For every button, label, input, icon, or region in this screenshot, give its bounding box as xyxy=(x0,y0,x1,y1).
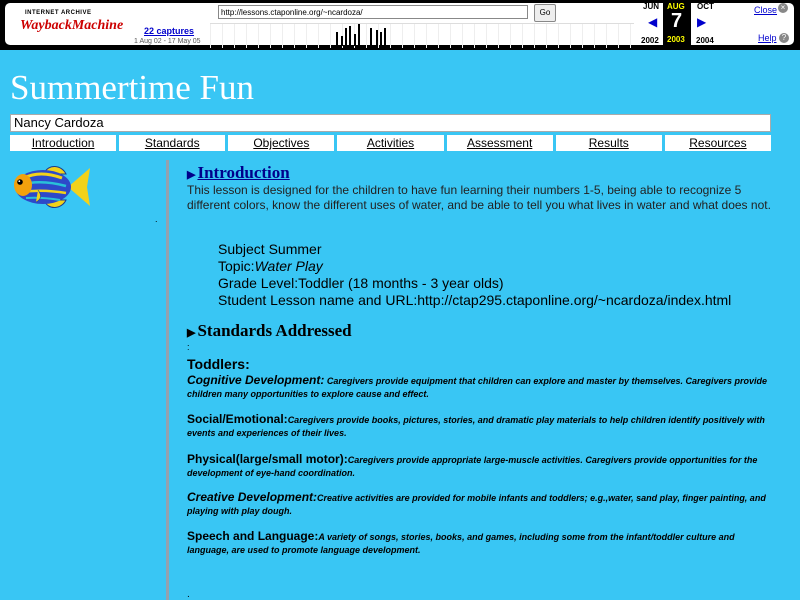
topic-value: Water Play xyxy=(254,258,323,274)
triangle-right-icon: ▶ xyxy=(187,327,196,339)
sparkline-gridline xyxy=(522,24,523,48)
nav-resources[interactable]: Resources xyxy=(665,135,771,151)
sparkline-gridline xyxy=(318,24,319,48)
sparkline-gridline xyxy=(474,24,475,48)
standard-item xyxy=(187,491,777,518)
sparkline-gridline xyxy=(498,24,499,48)
nav-standards[interactable]: Standards xyxy=(119,135,225,151)
wayback-prev-year[interactable]: 2002 xyxy=(641,36,659,45)
standards-heading xyxy=(187,321,352,341)
sparkline-gridline xyxy=(618,24,619,48)
nav-introduction[interactable]: Introduction xyxy=(10,135,116,151)
standard-text: Caregivers provide books, pictures, stories, and dramatic play materials to help children identify positively with events and experiences of their lives. xyxy=(187,415,765,438)
standard-item xyxy=(187,530,777,557)
wayback-capture-range: 1 Aug 02 - 17 May 05 xyxy=(134,38,201,45)
sparkline-gridline xyxy=(378,24,379,48)
sparkline-gridline xyxy=(258,24,259,48)
help-icon[interactable]: ? xyxy=(779,33,789,43)
sparkline-gridline xyxy=(546,24,547,48)
wayback-current-month: AUG xyxy=(667,2,685,11)
sparkline-bar xyxy=(354,34,356,46)
left-dot: . xyxy=(155,214,158,224)
standard-text: A variety of songs, stories, books, and games, including some from the infant/toddler culture and language, are used to promote language development. xyxy=(187,532,735,555)
wayback-url-input[interactable]: http://lessons.ctaponline.org/~ncardoza/ xyxy=(218,5,528,19)
wayback-current-day: 7 xyxy=(671,10,683,32)
introduction-heading-label: Introduction xyxy=(197,163,290,182)
sparkline-gridline xyxy=(510,24,511,48)
sparkline-gridline xyxy=(594,24,595,48)
wayback-prev-month[interactable]: JUN xyxy=(643,2,660,11)
sparkline-gridline xyxy=(462,24,463,48)
wayback-logo-main: WaybackMachine xyxy=(20,18,124,33)
page-title: Summertime Fun xyxy=(10,68,255,107)
wayback-logo-top: INTERNET ARCHIVE xyxy=(25,10,92,16)
wayback-toolbar xyxy=(0,0,800,50)
nav-activities[interactable]: Activities xyxy=(337,135,443,151)
standard-label: Social/Emotional: xyxy=(187,412,288,426)
standards-heading-label: Standards Addressed xyxy=(197,321,352,340)
sparkline-gridline xyxy=(246,24,247,48)
sparkline-gridline xyxy=(534,24,535,48)
sparkline-gridline xyxy=(306,24,307,48)
wayback-current-year: 2003 xyxy=(667,35,685,44)
standard-text: Caregivers provide equipment that children can explore and master by themselves. Caregivers provide children many opportunities to explore cause and effect. xyxy=(187,376,768,399)
standard-item xyxy=(187,413,777,440)
standard-label: Cognitive Development: xyxy=(187,373,325,387)
sparkline-gridline xyxy=(294,24,295,48)
topic-line xyxy=(218,258,731,275)
prev-arrow-icon[interactable]: ◀ xyxy=(648,15,658,29)
sparkline-bar xyxy=(341,36,343,46)
next-arrow-icon[interactable]: ▶ xyxy=(697,15,707,29)
sparkline-gridline xyxy=(282,24,283,48)
sparkline-gridline xyxy=(630,24,631,48)
wayback-current-date xyxy=(663,0,691,47)
triangle-right-icon: ▶ xyxy=(187,169,196,181)
standard-item xyxy=(187,374,777,401)
wayback-help-link[interactable]: Help xyxy=(758,33,777,43)
sparkline-gridline xyxy=(414,24,415,48)
sparkline-bar xyxy=(376,30,378,46)
close-icon[interactable]: × xyxy=(778,3,788,13)
nav-bar xyxy=(10,135,771,151)
nav-objectives[interactable]: Objectives xyxy=(228,135,334,151)
sparkline-bar xyxy=(345,28,347,46)
sparkline-bar xyxy=(336,32,338,46)
standard-label: Creative Development: xyxy=(187,490,318,504)
sparkline-gridline xyxy=(582,24,583,48)
wayback-logo[interactable] xyxy=(15,9,124,43)
wayback-sparkline[interactable] xyxy=(210,23,634,48)
nav-results[interactable]: Results xyxy=(556,135,662,151)
vertical-divider xyxy=(166,160,169,600)
sparkline-bar xyxy=(358,24,360,46)
sparkline-bar xyxy=(349,26,351,46)
standard-text: Caregivers provide appropriate large-muscle activities. Caregivers provide opportunities for the development of eye-hand coordination. xyxy=(187,455,758,478)
wayback-go-button[interactable]: Go xyxy=(534,4,556,22)
sparkline-bar xyxy=(380,32,382,46)
topic-label: Topic: xyxy=(218,258,255,274)
wayback-close-link[interactable]: Close xyxy=(754,5,778,15)
sparkline-gridline xyxy=(330,24,331,48)
bottom-dot: . xyxy=(187,589,190,600)
sparkline-gridline xyxy=(426,24,427,48)
introduction-text: This lesson is designed for the children to have fun learning their numbers 1-5, being able to recognize 5 different colors, know the different uses of water, and be able to tell you what lives in water and what does not. xyxy=(187,183,771,212)
standards-colon: : xyxy=(187,342,190,352)
grade-level-line: Grade Level:Toddler (18 months - 3 year olds) xyxy=(218,275,504,291)
toddlers-heading: Toddlers: xyxy=(187,356,250,372)
nav-assessment[interactable]: Assessment xyxy=(447,135,553,151)
introduction-heading[interactable] xyxy=(187,163,290,183)
sparkline-gridline xyxy=(234,24,235,48)
sparkline-gridline xyxy=(558,24,559,48)
author-bar: Nancy Cardoza xyxy=(10,114,771,132)
subject-line: Subject Summer xyxy=(218,241,322,257)
lesson-details xyxy=(218,241,731,309)
standard-label: Speech and Language: xyxy=(187,529,319,543)
standard-text: Creative activities are provided for mobile infants and toddlers; e.g.,water, sand play, finger painting, and playing with play dough. xyxy=(187,493,766,516)
sparkline-gridline xyxy=(606,24,607,48)
wayback-captures-link[interactable]: 22 captures xyxy=(144,26,195,36)
sparkline-gridline xyxy=(270,24,271,48)
sparkline-gridline xyxy=(390,24,391,48)
sparkline-gridline xyxy=(450,24,451,48)
sparkline-gridline xyxy=(402,24,403,48)
standard-label: Physical(large/small motor): xyxy=(187,452,348,466)
wayback-next-year[interactable]: 2004 xyxy=(696,36,714,45)
sparkline-gridline xyxy=(210,24,211,48)
sparkline-gridline xyxy=(570,24,571,48)
sparkline-bar xyxy=(384,28,386,46)
sparkline-gridline xyxy=(222,24,223,48)
fish-image xyxy=(10,160,90,214)
sparkline-gridline xyxy=(366,24,367,48)
wayback-next-month[interactable]: OCT xyxy=(697,2,714,11)
sparkline-gridline xyxy=(438,24,439,48)
lesson-url-line: Student Lesson name and URL:http://ctap295.ctaponline.org/~ncardoza/index.html xyxy=(218,292,732,308)
standard-item xyxy=(187,453,777,480)
sparkline-gridline xyxy=(486,24,487,48)
sparkline-bar xyxy=(370,28,372,46)
